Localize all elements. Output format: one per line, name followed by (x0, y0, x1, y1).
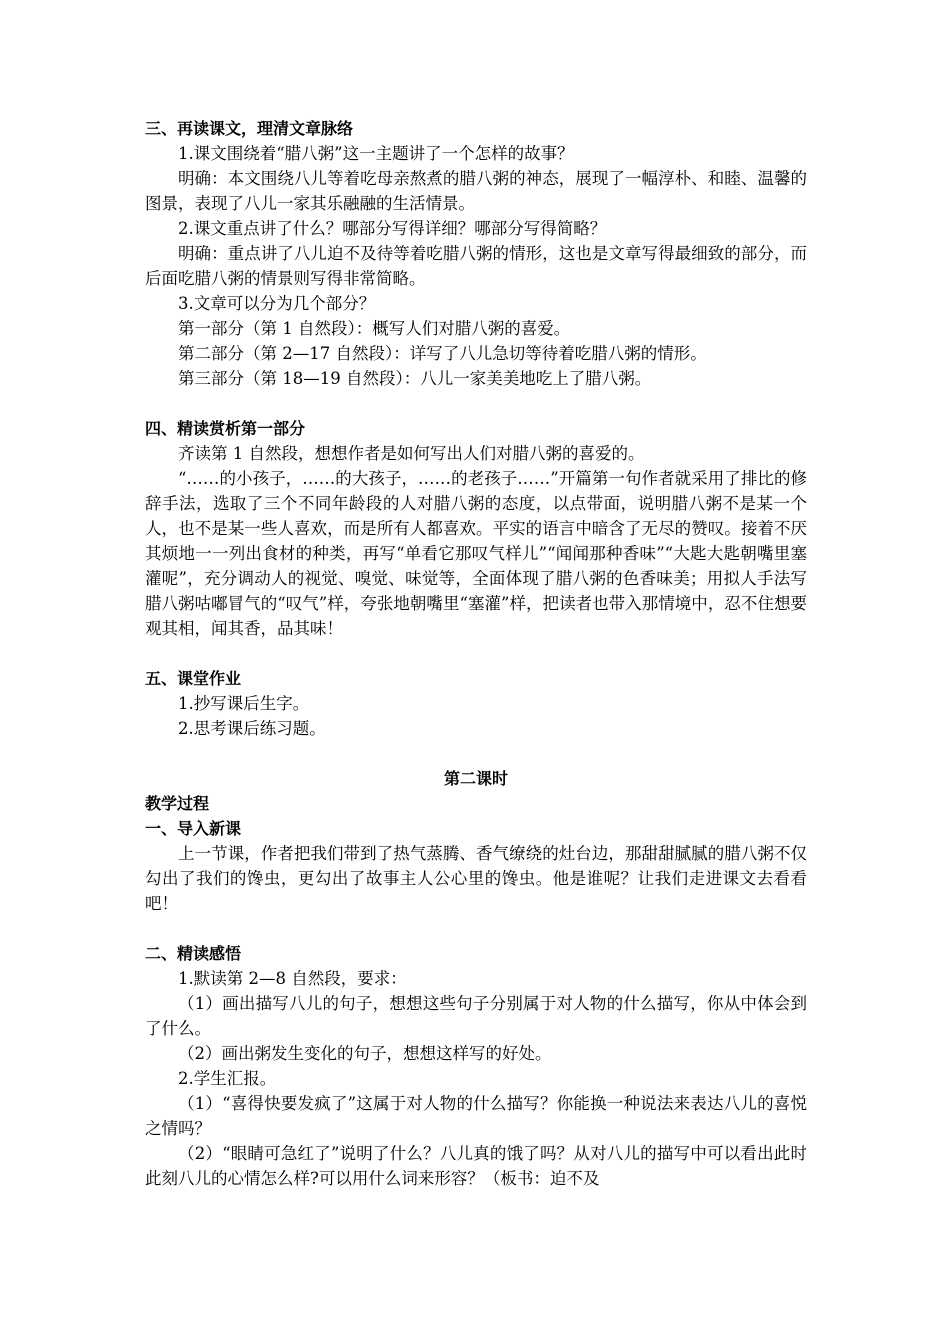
section-heading-5: 五、课堂作业 (145, 669, 242, 688)
section-heading-2: 二、精读感悟 (145, 944, 242, 963)
paragraph: （1）画出描写八儿的句子，想想这些句子分别属于对人物的什么描写，你从中体会到了什么。 (145, 994, 807, 1038)
list-item: 1.抄写课后生字。 (178, 694, 310, 713)
lesson-title: 第二课时 (443, 769, 508, 788)
paragraph: 3.文章可以分为几个部分？ (178, 294, 376, 313)
paragraph: 第一部分（第 1 自然段）：概写人们对腊八粥的喜爱。 (178, 319, 571, 338)
paragraph: 第二部分（第 2—17 自然段）：详写了八儿急切等待着吃腊八粥的情形。 (178, 344, 707, 363)
paragraph: 上一节课，作者把我们带到了热气蒸腾、香气缭绕的灶台边，那甜甜腻腻的腊八粥不仅勾出了我们的馋虫，更勾出了故事主人公心里的馋虫。他是谁呢？让我们走进课文去看看吧！ (145, 844, 807, 913)
paragraph: （2）“眼睛可急红了”说明了什么？八儿真的饿了吗？从对八儿的描写中可以看出此时此刻八儿的心情怎么样?可以用什么词来形容？（板书：迫不及 (145, 1144, 807, 1188)
section-heading-1: 一、导入新课 (145, 819, 242, 838)
spacer (145, 641, 807, 666)
paragraph: 齐读第 1 自然段，想想作者是如何写出人们对腊八粥的喜爱的。 (178, 444, 645, 463)
paragraph: 2.学生汇报。 (178, 1069, 277, 1088)
spacer (145, 916, 807, 941)
section-heading-4: 四、精读赏析第一部分 (145, 419, 306, 438)
document-body (145, 116, 807, 1191)
paragraph: 1.默读第 2—8 自然段，要求： (178, 969, 407, 988)
paragraph: （2）画出粥发生变化的句子，想想这样写的好处。 (178, 1044, 552, 1063)
list-item: 2.思考课后练习题。 (178, 719, 326, 738)
paragraph: 明确：重点讲了八儿迫不及待等着吃腊八粥的情形，这也是文章写得最细致的部分，而后面吃腊八粥的情景则写得非常简略。 (145, 244, 807, 288)
paragraph: 1.课文围绕着“腊八粥”这一主题讲了一个怎样的故事？ (178, 144, 574, 163)
spacer (145, 741, 807, 766)
paragraph: （1）“喜得快要发疯了”这属于对人物的什么描写？你能换一种说法来表达八儿的喜悦之情吗？ (145, 1094, 807, 1138)
section-heading-3: 三、再读课文，理清文章脉络 (145, 119, 354, 138)
paragraph: “……的小孩子，……的大孩子，……的老孩子……”开篇第一句作者就采用了排比的修辞手法，选取了三个不同年龄段的人对腊八粥的态度，以点带面，说明腊八粥不是某一个人，也不是某一些人喜欢，而是所有人都喜欢。平实的语言中暗含了无尽的赞叹。接着不厌其烦地一一列出食材的种类，再写“单看它那叹气样儿”“闻闻那种香味”“大匙大匙朝嘴里塞灌呢”，充分调动人的视觉、嗅觉、味觉等，全面体现了腊八粥的色香味美；用拟人手法写腊八粥咕嘟冒气的“叹气”样，夸张地朝嘴里“塞灌”样，把读者也带入那情境中，忍不住想要观其相，闻其香，品其味！ (145, 469, 807, 638)
paragraph: 2.课文重点讲了什么？哪部分写得详细？哪部分写得简略？ (178, 219, 607, 238)
paragraph: 明确：本文围绕八儿等着吃母亲熬煮的腊八粥的神态，展现了一幅淳朴、和睦、温馨的图景，表现了八儿一家其乐融融的生活情景。 (145, 169, 807, 213)
spacer (145, 391, 807, 416)
paragraph: 第三部分（第 18—19 自然段）：八儿一家美美地吃上了腊八粥。 (178, 369, 652, 388)
process-heading: 教学过程 (145, 794, 210, 813)
